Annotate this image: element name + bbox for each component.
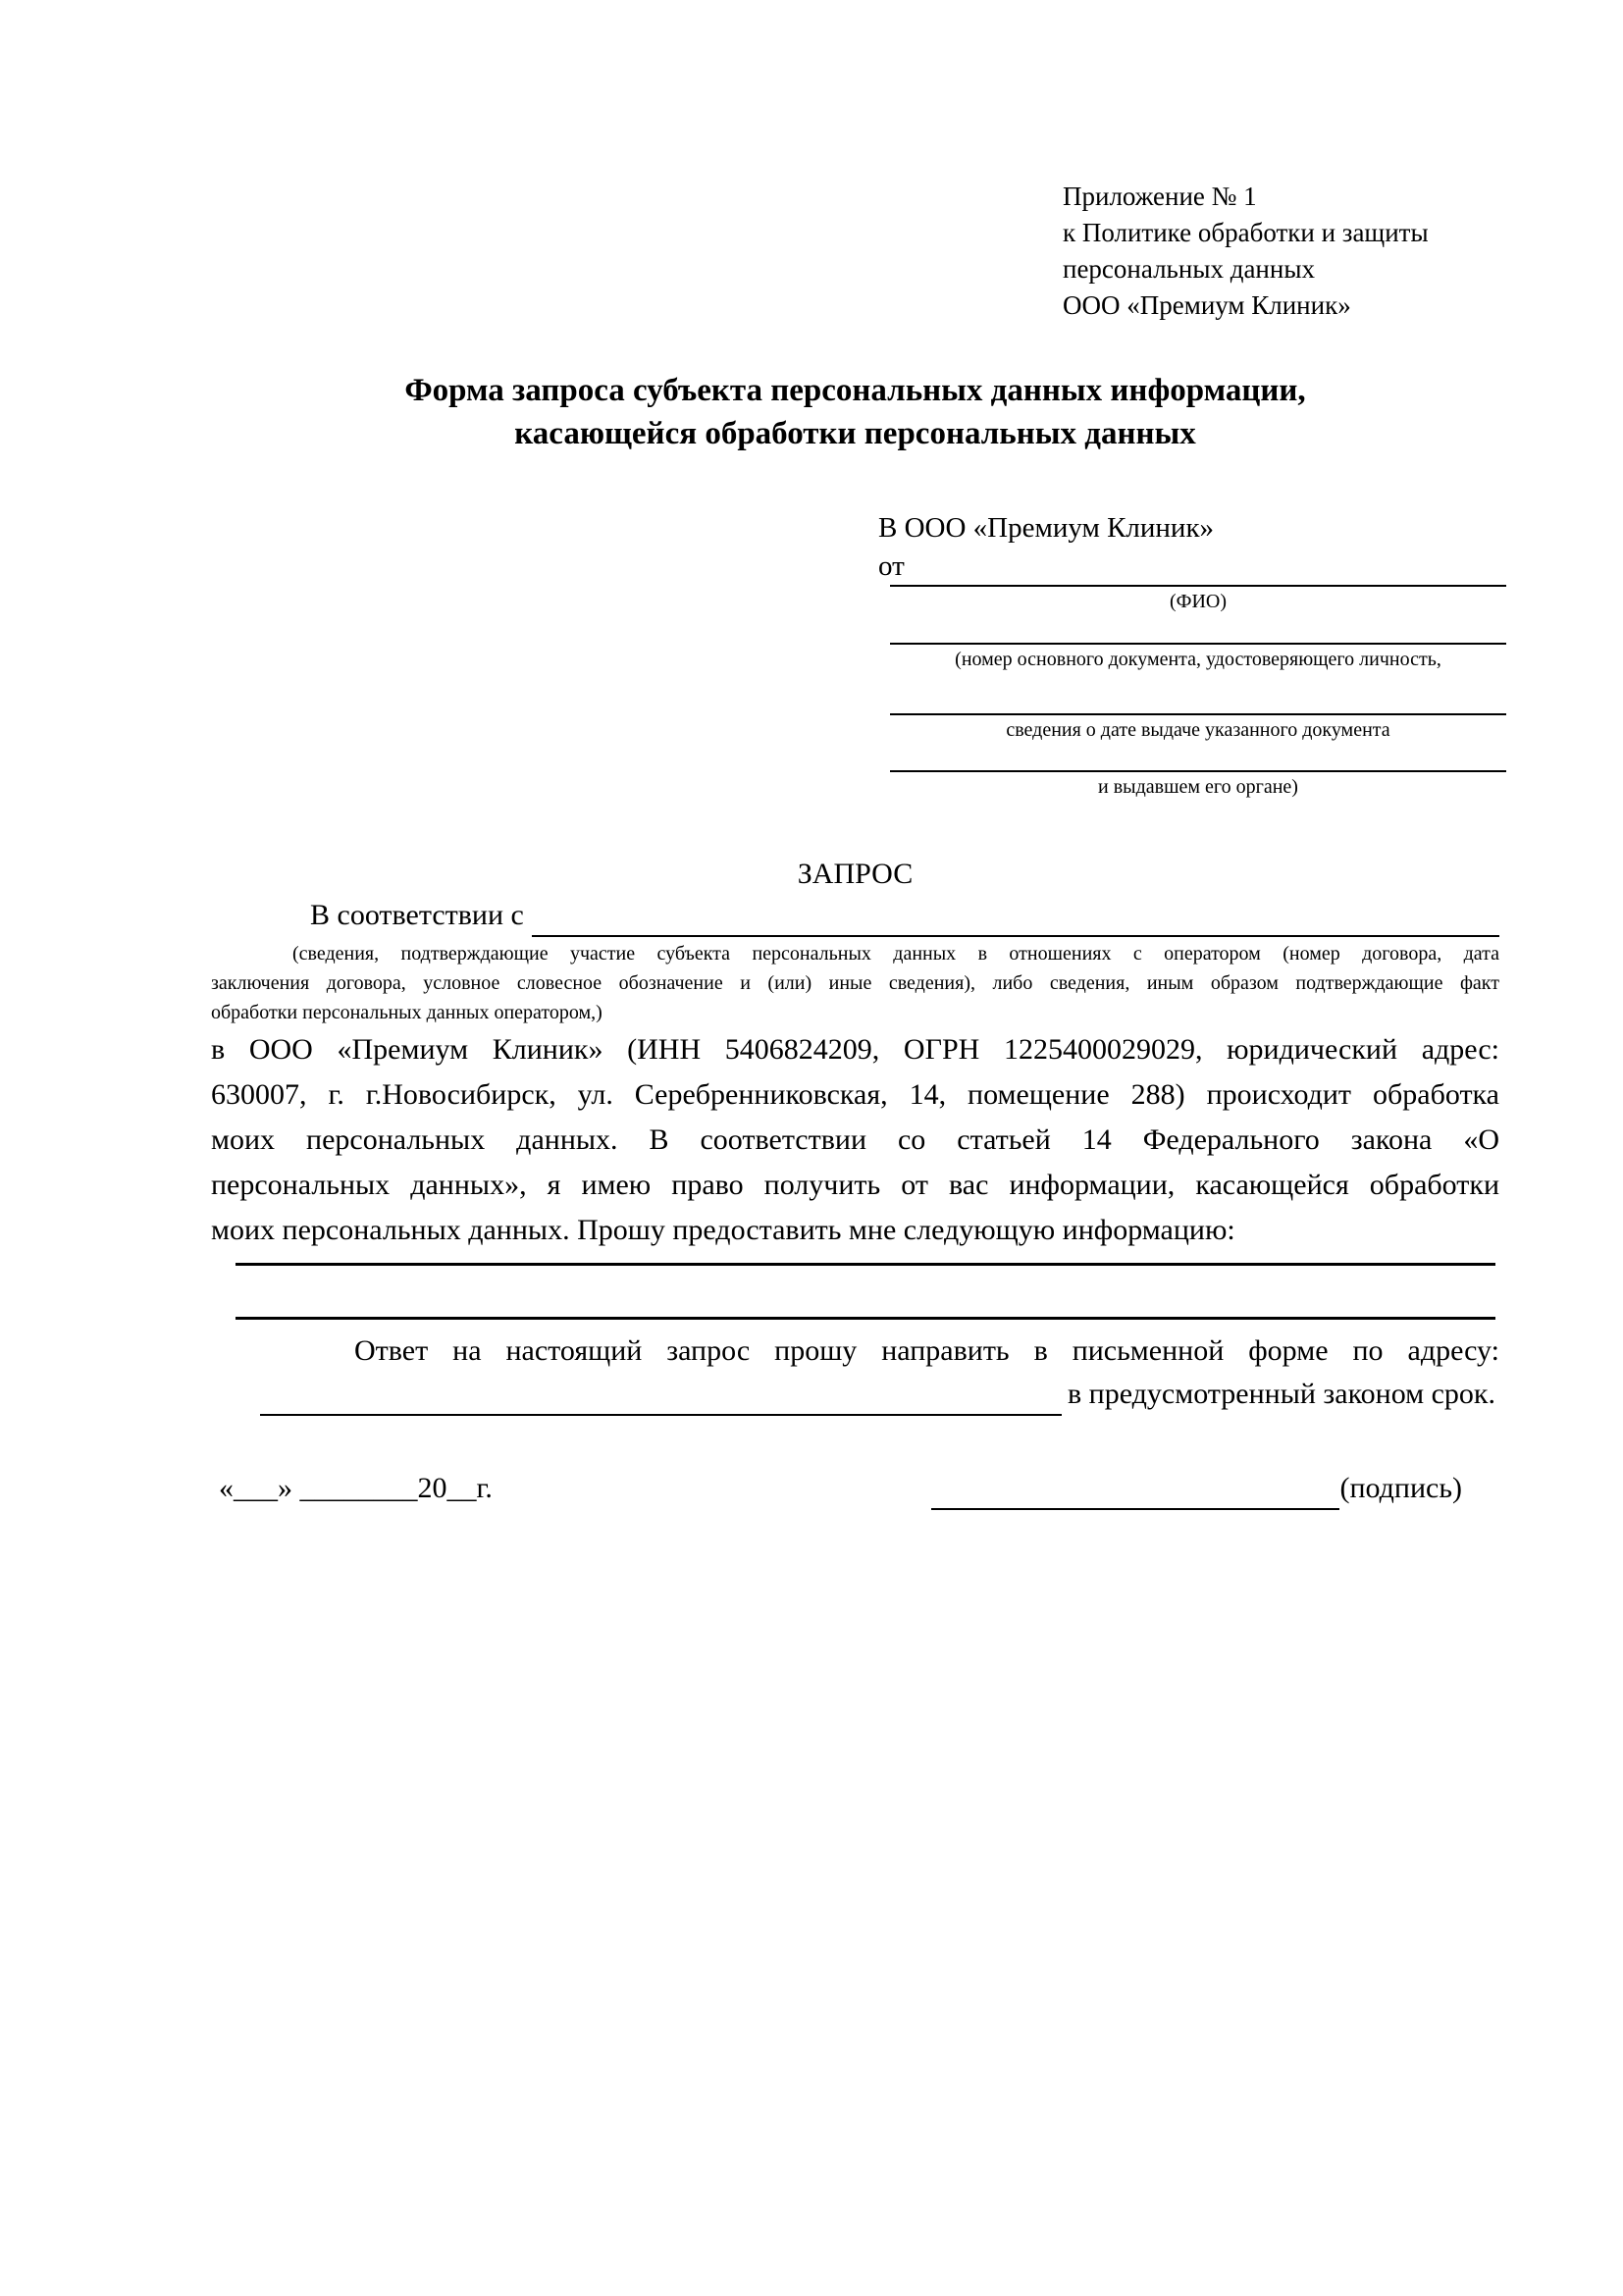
body-line-1: в ООО «Премиум Клиник» (ИНН 5406824209, ОГРН 1225400029029, юридический адрес: <box>211 1033 1499 1066</box>
appendix-block <box>1063 0 1564 324</box>
explanatory-note <box>211 939 1499 1027</box>
body-line-3: моих персональных данных. В соответствии со статьей 14 Федерального закона «О <box>211 1123 1499 1156</box>
addressee-block <box>878 506 1509 802</box>
date-signature-row <box>219 1467 1462 1510</box>
issuing-authority-caption: и выдавшем его органе) <box>1098 776 1298 798</box>
body-line-2: 630007, г. г.Новосибирск, ул. Серебренниковская, 14, помещение 288) происходит обработка <box>211 1078 1499 1111</box>
note-line-1: (сведения, подтверждающие участие субъекта персональных данных в отношениях с оператором (номер договора, дата <box>292 943 1499 965</box>
document-title-line-2: касающейся обработки персональных данных <box>514 416 1196 451</box>
address-term-line <box>260 1373 1495 1416</box>
body-line-4: персональных данных», я имею право получить от вас информации, касающейся обработки <box>211 1169 1499 1201</box>
addressee-from-label: от <box>878 550 905 582</box>
appendix-line-3: персональных данных <box>1063 254 1315 284</box>
signature-area <box>931 1467 1462 1510</box>
address-blank-field <box>260 1377 1062 1416</box>
issue-date-caption: сведения о дате выдаче указанного документа <box>1006 719 1390 741</box>
document-title-line-1: Форма запроса субъекта персональных данных информации, <box>404 373 1306 408</box>
intro-blank-field <box>532 898 1499 937</box>
signature-caption: (подпись) <box>1339 1472 1462 1504</box>
body-line-5: моих персональных данных. Прошу предоставить мне следующую информацию: <box>211 1214 1235 1246</box>
signature-blank-field <box>931 1471 1339 1510</box>
information-blank-line-1 <box>236 1263 1495 1266</box>
note-line-3: обработки персональных данных оператором,) <box>211 1002 602 1023</box>
appendix-line-1: Приложение № 1 <box>1063 182 1257 211</box>
information-blank-line-2 <box>236 1317 1495 1320</box>
document-number-caption: (номер основного документа, удостоверяющего личность, <box>955 649 1441 670</box>
note-line-2: заключения договора, условное словесное обозначение и (или) иные сведения), либо сведения, иным образом подтверждающие факт <box>211 972 1499 994</box>
term-text: в предусмотренный законом срок. <box>1068 1378 1495 1410</box>
request-heading: ЗАПРОС <box>797 858 914 890</box>
reply-instruction-line: Ответ на настоящий запрос прошу направить в письменной форме по адресу: <box>354 1334 1499 1367</box>
date-blank: «___» ________20__г. <box>219 1472 493 1504</box>
intro-label: В соответствии с <box>310 899 524 931</box>
intro-line <box>310 894 1499 937</box>
appendix-line-4: ООО «Премиум Клиник» <box>1063 290 1351 320</box>
appendix-line-2: к Политике обработки и защиты <box>1063 218 1429 247</box>
addressee-organization: В ООО «Премиум Клиник» <box>878 512 1215 544</box>
request-body <box>211 1027 1499 1253</box>
document-title <box>211 369 1499 455</box>
fio-caption: (ФИО) <box>1169 591 1227 612</box>
